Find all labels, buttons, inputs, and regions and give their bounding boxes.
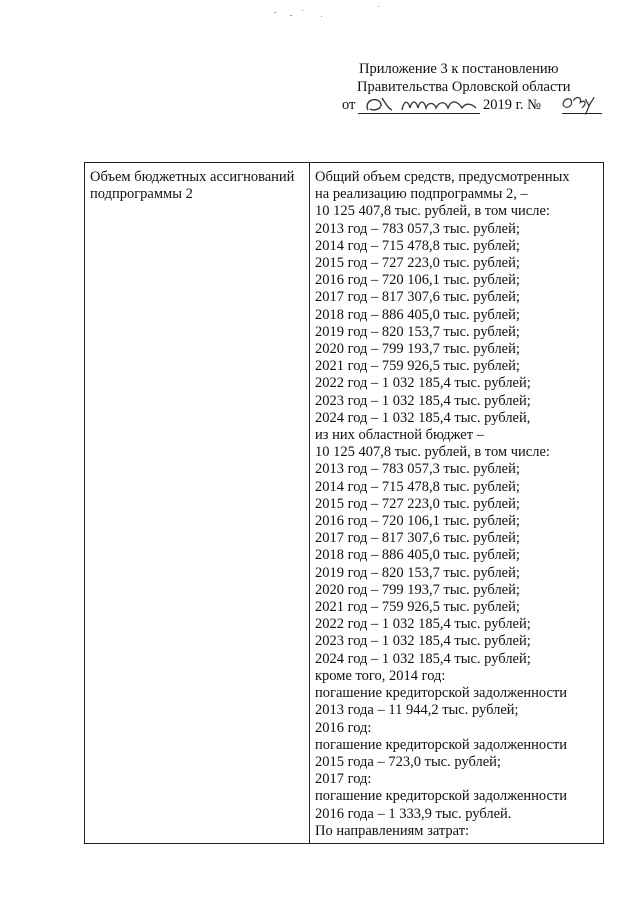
year-and-number-label: 2019 г. № bbox=[483, 97, 542, 113]
budget-detail-line: 2024 год – 1 032 185,4 тыс. рублей, bbox=[315, 409, 531, 426]
budget-details-cell bbox=[315, 169, 600, 840]
budget-detail-line: погашение кредиторской задолженности bbox=[315, 788, 568, 805]
date-prefix: от bbox=[342, 97, 356, 113]
budget-detail-line: 2016 год: bbox=[315, 719, 372, 736]
scan-speck bbox=[302, 10, 303, 11]
scan-speck bbox=[290, 15, 292, 16]
appendix-title-line-2: Правительства Орловской области bbox=[357, 79, 571, 95]
budget-detail-line: 2021 год – 759 926,5 тыс. рублей; bbox=[315, 358, 520, 375]
budget-detail-line: 2020 год – 799 193,7 тыс. рублей; bbox=[315, 341, 520, 358]
budget-detail-line: 2017 год: bbox=[315, 771, 372, 788]
budget-detail-line: 2017 год – 817 307,6 тыс. рублей; bbox=[315, 530, 520, 547]
budget-detail-line: 2015 года – 723,0 тыс. рублей; bbox=[315, 753, 501, 770]
handwritten-number-signature bbox=[556, 92, 608, 118]
budget-detail-line: 2015 год – 727 223,0 тыс. рублей; bbox=[315, 255, 520, 272]
budget-detail-line: 2013 год – 783 057,3 тыс. рублей; bbox=[315, 220, 520, 237]
budget-detail-line: 2014 год – 715 478,8 тыс. рублей; bbox=[315, 478, 520, 495]
budget-detail-line: 2023 год – 1 032 185,4 тыс. рублей; bbox=[315, 633, 531, 650]
appendix-header bbox=[330, 60, 600, 118]
budget-detail-line: 2020 год – 799 193,7 тыс. рублей; bbox=[315, 581, 520, 598]
handwritten-date-signature bbox=[362, 92, 480, 118]
budget-detail-line: 2024 год – 1 032 185,4 тыс. рублей; bbox=[315, 650, 531, 667]
budget-detail-line: 2023 год – 1 032 185,4 тыс. рублей; bbox=[315, 392, 531, 409]
budget-detail-line: Общий объем средств, предусмотренных bbox=[315, 169, 570, 185]
budget-detail-line: кроме того, 2014 год: bbox=[315, 667, 446, 684]
budget-detail-line: 2019 год – 820 153,7 тыс. рублей; bbox=[315, 323, 520, 340]
scan-speck bbox=[321, 16, 322, 17]
budget-detail-line: По направлениям затрат: bbox=[315, 822, 470, 839]
budget-detail-line: 2015 год – 727 223,0 тыс. рублей; bbox=[315, 495, 520, 512]
budget-detail-line: 2021 год – 759 926,5 тыс. рублей; bbox=[315, 599, 520, 616]
budget-detail-line: погашение кредиторской задолженности bbox=[315, 736, 568, 753]
scan-speck bbox=[274, 12, 276, 13]
budget-detail-line: 10 125 407,8 тыс. рублей, в том числе: bbox=[315, 444, 550, 461]
budget-detail-line: 2017 год – 817 307,6 тыс. рублей; bbox=[315, 289, 520, 306]
scan-speck bbox=[378, 6, 379, 7]
column-divider bbox=[309, 163, 310, 843]
budget-detail-line: 2022 год – 1 032 185,4 тыс. рублей; bbox=[315, 616, 531, 633]
appendix-title-line-1: Приложение 3 к постановлению bbox=[359, 61, 559, 77]
budget-detail-line: 2022 год – 1 032 185,4 тыс. рублей; bbox=[315, 375, 531, 392]
budget-detail-line: 2016 год – 720 106,1 тыс. рублей; bbox=[315, 272, 520, 289]
budget-allocation-table bbox=[84, 162, 604, 844]
budget-detail-line: 2018 год – 886 405,0 тыс. рублей; bbox=[315, 306, 520, 323]
budget-detail-line: 2016 год – 720 106,1 тыс. рублей; bbox=[315, 513, 520, 530]
budget-detail-line: 2013 года – 11 944,2 тыс. рублей; bbox=[315, 702, 519, 719]
budget-detail-line: 2019 год – 820 153,7 тыс. рублей; bbox=[315, 564, 520, 581]
budget-detail-line: 2018 год – 886 405,0 тыс. рублей; bbox=[315, 547, 520, 564]
budget-detail-line: 2016 года – 1 333,9 тыс. рублей. bbox=[315, 805, 512, 822]
budget-detail-line: погашение кредиторской задолженности bbox=[315, 685, 568, 702]
budget-detail-line: из них областной бюджет – bbox=[315, 427, 484, 444]
budget-detail-line: 2014 год – 715 478,8 тыс. рублей; bbox=[315, 237, 520, 254]
resolution-date-number-line bbox=[330, 96, 600, 118]
budget-detail-line: на реализацию подпрограммы 2, – bbox=[315, 186, 528, 203]
budget-detail-line: 10 125 407,8 тыс. рублей, в том числе: bbox=[315, 203, 550, 220]
budget-label-cell: Объем бюджетных ассигнований подпрограммы 2 bbox=[90, 169, 295, 203]
budget-detail-line: 2013 год – 783 057,3 тыс. рублей; bbox=[315, 461, 520, 478]
